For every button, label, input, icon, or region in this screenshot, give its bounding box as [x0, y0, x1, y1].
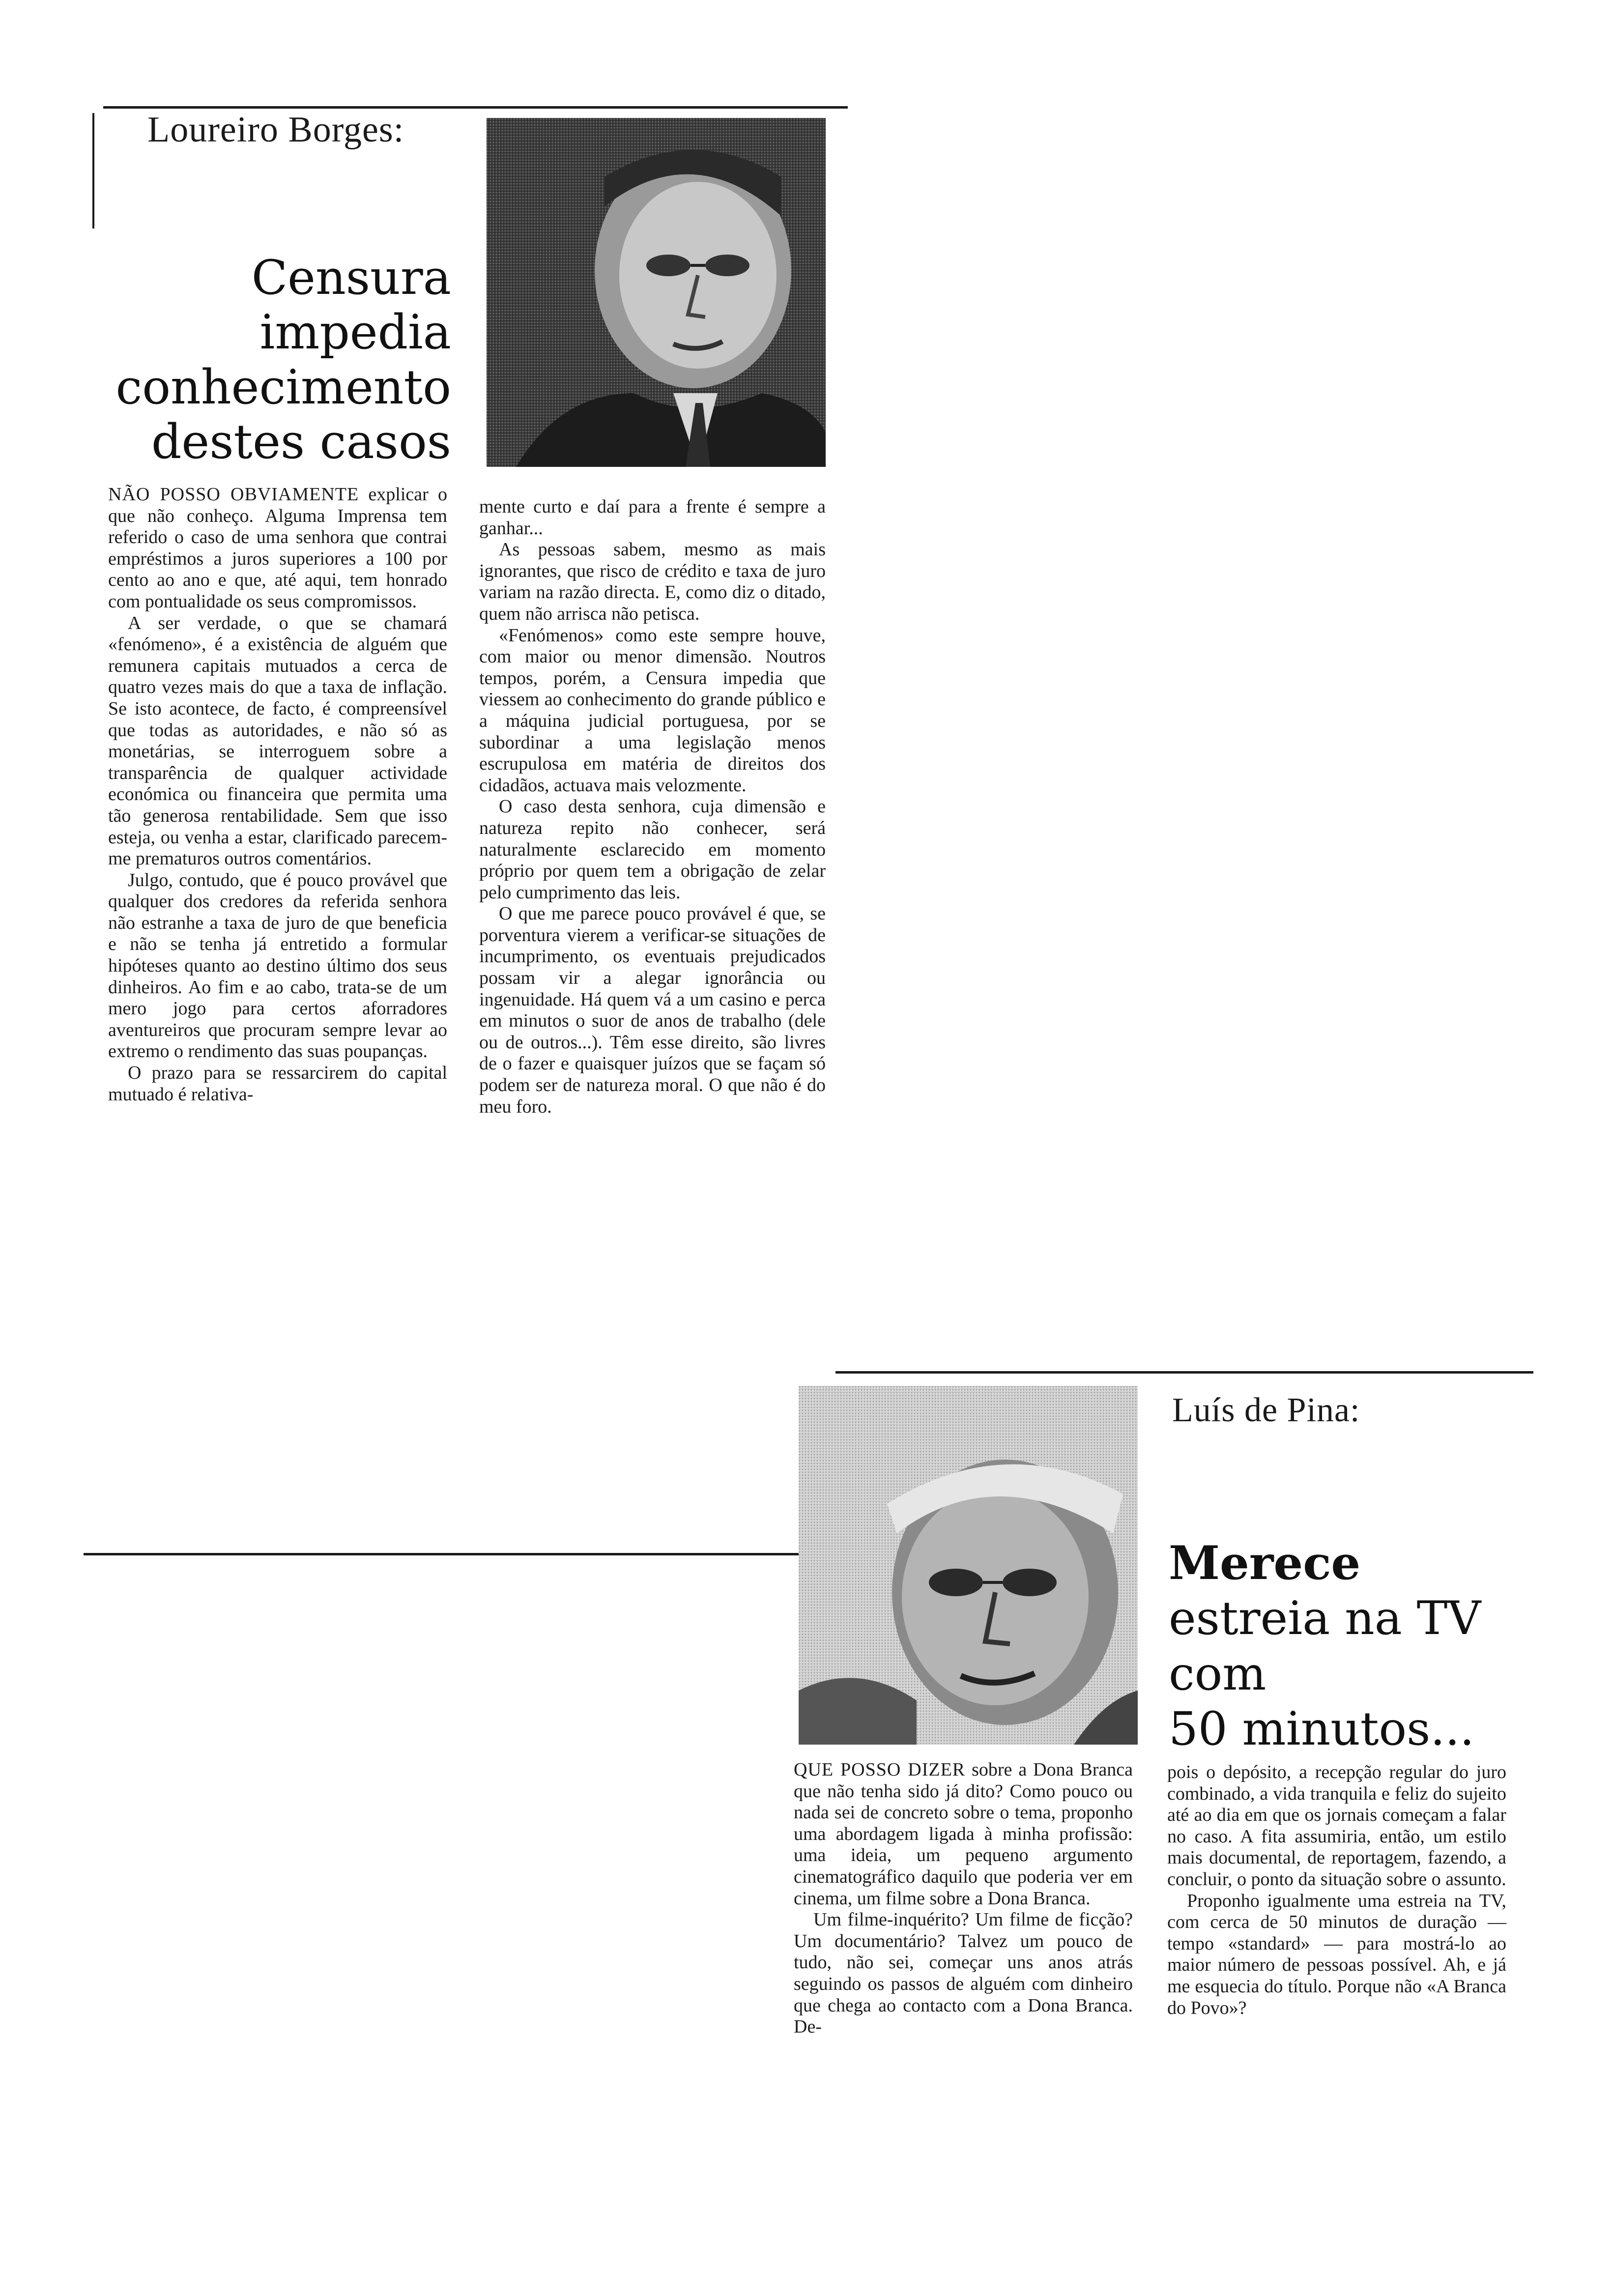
article1-col2-p4: O que me parece pouco provável é que, se porventura vierem a verificar-se situações de incumprimento, os eventuais prejudicados possam vir a alegar ignorância ou ingenuidade. Há quem vá a um casino e perca em minutos o suor de anos de trabalho (dele ou de outros...). Têm esse direito, são livres de o fazer e quaisquer juízos que se façam só podem ser de natureza moral. O que não é do meu foro. [479, 903, 826, 1117]
article2-column-1 [794, 1759, 1133, 2038]
portrait-image [799, 1386, 1138, 1745]
article2-col1-p1 [794, 1759, 1133, 1909]
headline-line-1: Censura [251, 250, 451, 305]
portrait-photo [487, 118, 826, 467]
headline-line-4: destes casos [151, 414, 451, 470]
portrait-image [487, 118, 826, 467]
headline-line-3: com [1169, 1647, 1267, 1701]
headline-line-2: estreia na TV [1169, 1591, 1481, 1645]
article2-col2-p1: Proponho igualmente uma estreia na TV, com cerca de 50 minutos de duração — tempo «standard» — para mostrá-lo ao maior número de pessoas possível. Ah, e já me esquecia do título. Porque não «A Branca do Povo»? [1167, 1890, 1506, 2018]
bottom-rule [84, 1553, 821, 1555]
article1-column-1 [108, 484, 447, 1105]
article1-col2-p2: «Fenómenos» como este sempre houve, com maior ou menor dimensão. Noutros tempos, porém, a Censura impedia que viessem ao conhecimento do grande público e a máquina judicial portuguesa, por se subordinar a uma legislação menos escrupulosa em matéria de direitos dos cidadãos, actuava mais velozmente. [479, 625, 826, 796]
article1-col2-p3: O caso desta senhora, cuja dimensão e natureza repito não conhecer, será naturalmente esclarecido em momento próprio por quem tem a obrigação de zelar pelo cumprimento das leis. [479, 796, 826, 903]
headline-line-4: 50 minutos... [1169, 1702, 1475, 1756]
article2-col1-p1-text: sobre a Dona Branca que não tenha sido já dito? Como pouco ou nada sei de concreto sobre o tema, proponho uma abordagem ligada à minha profissão: uma ideia, um pequeno argumento cinematográfico daquilo que poderia ver em cinema, um filme sobre a Dona Branca. [794, 1759, 1133, 1909]
article1-col2-p1: As pessoas sabem, mesmo as mais ignorantes, que risco de crédito e taxa de juro variam na razão directa. E, como diz o ditado, quem não arrisca não petisca. [479, 539, 826, 624]
byline: Luís de Pina: [1172, 1391, 1360, 1429]
lead-caps: QUE POSSO DIZER [794, 1759, 966, 1780]
byline: Loureiro Borges: [147, 110, 404, 150]
article1-col1-p1 [108, 484, 447, 613]
lead-caps: NÃO POSSO OBVIAMENTE [108, 484, 359, 505]
top-rule [835, 1371, 1533, 1374]
article1-col1-p3: Julgo, contudo, que é pouco provável que qualquer dos credores da referida senhora não estranhe a taxa de juro de que beneficia e não se tenha já entretido a formular hipóteses quanto ao destino último dos seus dinheiros. Ao fim e ao cabo, trata-se de um mero jogo para certos aforradores aventureiros que procuram sempre levar ao extremo o rendimento das suas poupanças. [108, 869, 447, 1062]
article2-col2-p0: pois o depósito, a recepção regular do juro combinado, a vida tranquila e feliz do sujeito até ao dia em que os jornais começam a falar no caso. A fita assumiria, então, um estilo mais documental, de reportagem, fazendo, a concluir, o ponto da situação sobre o assunto. [1167, 1762, 1506, 1890]
article1-column-2 [479, 496, 826, 1118]
article1-col1-p1-text: explicar o que não conheço. Alguma Imprensa tem referido o caso de uma senhora que contrai empréstimos a juros superiores a 100 por cento ao ano e que, até aqui, tem honrado com pontualidade os seus compromissos. [108, 484, 447, 612]
headline [1169, 1536, 1513, 1757]
article2-column-2 [1167, 1762, 1506, 2019]
headline-line-2: impedia [259, 305, 451, 360]
headline-line-3: conhecimento [115, 359, 451, 415]
article1-col1-p4: O prazo para se ressarcirem do capital mutuado é relativa- [108, 1062, 447, 1105]
portrait-photo [799, 1386, 1138, 1745]
article1-col2-p0: mente curto e daí para a frente é sempre a ganhar... [479, 496, 826, 539]
top-rule [103, 106, 848, 109]
article2-col1-p2: Um filme-inquérito? Um filme de ficção? Um documentário? Talvez um pouco de tudo, não sei, começar uns anos atrás seguindo os passos de alguém com dinheiro que chega ao contacto com a Dona Branca. De- [794, 1909, 1133, 2038]
article1-col1-p2: A ser verdade, o que se chamará «fenómeno», é a existência de alguém que remunera capitais mutuados a cerca de quatro vezes mais do que a taxa de inflação. Se isto acontece, de facto, é compreensível que todas as autoridades, e não só as monetárias, se interroguem sobre a transparência de qualquer actividade económica ou financeira que permita uma tão generosa rentabilidade. Sem que isso esteja, ou venha a estar, clarificado parecem-me prematuros outros comentários. [108, 612, 447, 869]
headline-line-1: Merece [1169, 1536, 1361, 1590]
headline [103, 251, 451, 469]
left-rule [92, 113, 94, 229]
